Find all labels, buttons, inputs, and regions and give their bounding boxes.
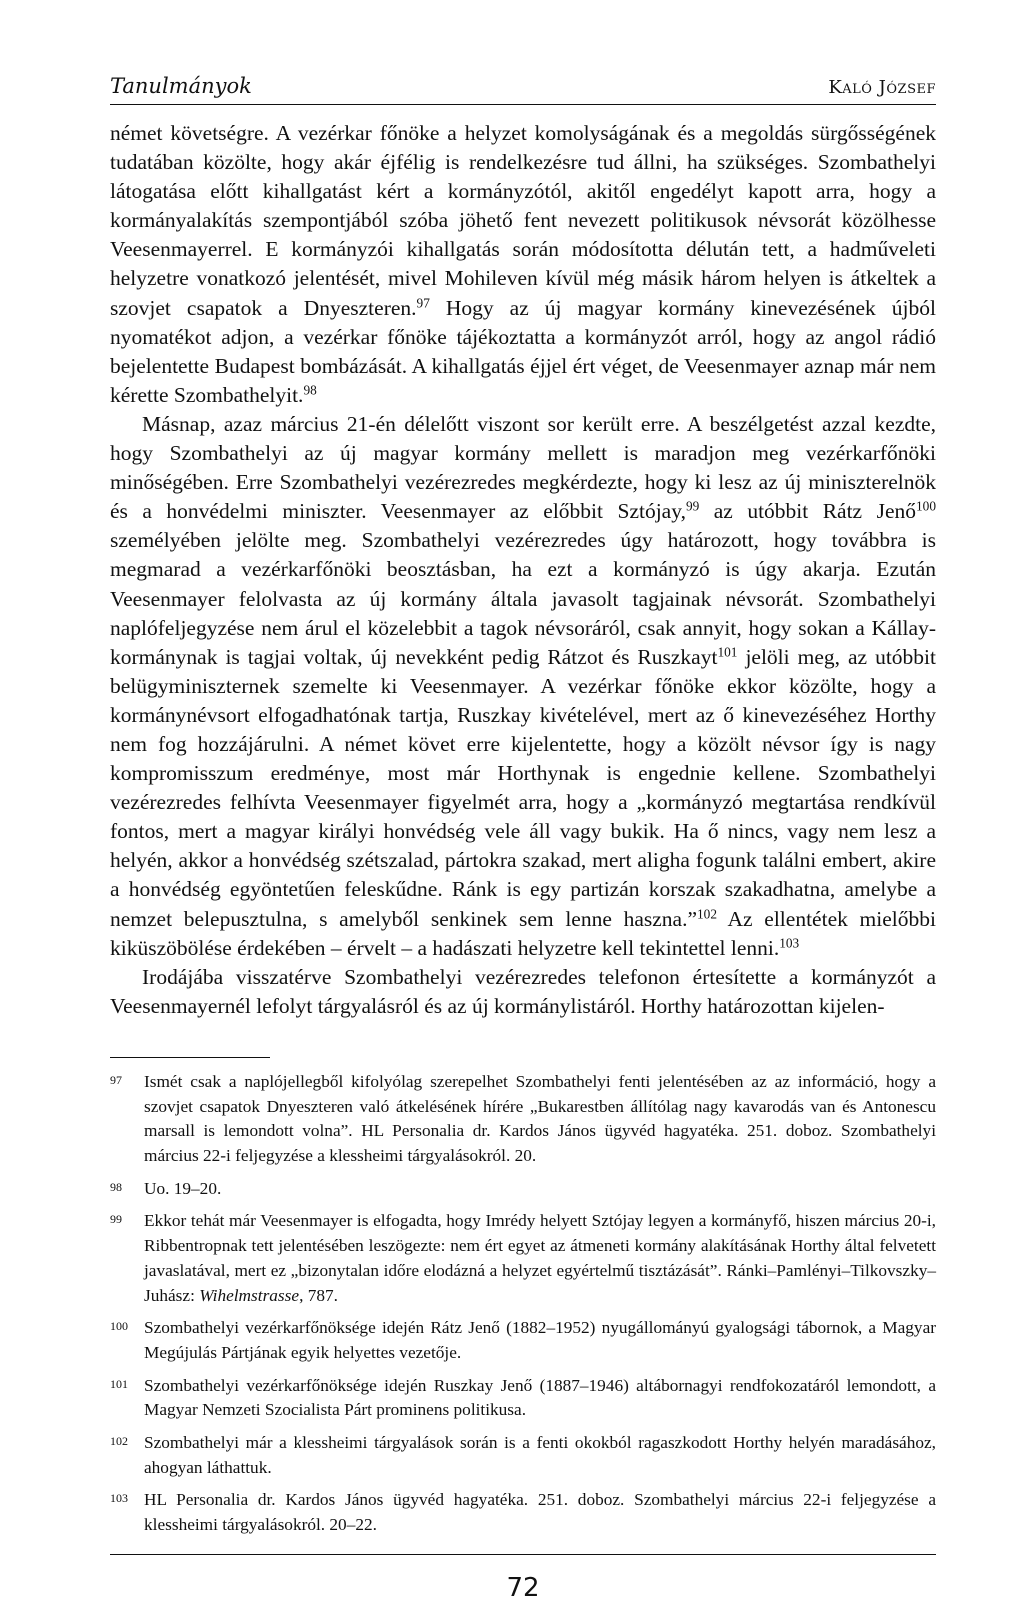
footnote-number: 103 (110, 1491, 128, 1506)
paragraph (110, 119, 936, 410)
footnote-ref: 99 (685, 498, 700, 514)
footnote-text: Ekkor tehát már Veesenmayer is elfogadta, hogy Imrédy helyett Sztójay legyen a kormányfő, hiszen március 20-i, Ribbentropnak tett jelentésében leszögezte: nem ért egyet az átmeneti kormány alakításának Horthy által felvetett javaslatával, mert ez „bizonytalan időre elodázná a helyzet egyértelmű tisztázását”. Ránki–Pamlényi–Tilkovszky–Juhász: Wihelmstrasse, 787. (144, 1211, 936, 1305)
footnote (110, 1488, 936, 1537)
paragraph-text: Irodájába visszatérve Szombathelyi vezérezredes telefonon értesítette a kormányzót a Veesenmayernél lefolyt tárgyalásról és az új kormánylistáról. Horthy határozottan kijelen- (110, 964, 936, 1018)
author-name: Kaló József (828, 77, 936, 98)
footnote-number: 101 (110, 1376, 128, 1391)
footnote-ref: 102 (697, 906, 717, 922)
footnote-text: Ismét csak a naplójellegből kifolyólag szerepelhet Szombathelyi fenti jelentésében az az információ, hogy a szovjet csapatok Dnyeszteren való átkelésének hírére „Bukarestben állítólag nagy kavarodás van és Antonescu marsall is lemondott volna”. HL Personalia dr. Kardos János ügyvéd hagyatéka. 251. doboz. Szombathelyi március 22-i feljegyzése a klessheimi tárgyalásokról. 20. (144, 1071, 936, 1166)
section-title: Tanulmányok (110, 74, 252, 98)
footnote-number: 99 (110, 1212, 122, 1227)
paragraph-text: Hogy az új magyar kormány kinevezésének újból nyomatékot adjon, a vezérkar főnöke tájékoztatta a kormányzót arról, hogy az angol rádió bejelentette Budapest bombázását. A kihallgatás éjjel ért véget, de Veesenmayer aznap már nem kérette Szombathelyit. (110, 295, 936, 407)
book-page (110, 64, 936, 1603)
footnote (110, 1316, 936, 1365)
footnote-text: Uo. 19–20. (144, 1178, 222, 1198)
body-text (110, 119, 936, 1021)
bottom-divider (110, 1554, 936, 1555)
paragraph-text: Az ellentétek mielőbbi kiküszöbölése érdekében – érvelt – a hadászati helyzetre kell tekintettel lenni. (110, 906, 936, 960)
footnotes (110, 1070, 936, 1538)
footnote-number: 100 (110, 1319, 128, 1334)
footnote-text: Szombathelyi vezérkarfőnöksége idején Rátz Jenő (1882–1952) nyugállományú gyalogsági tábornok, a Magyar Megújulás Pártjának egyik helyettes vezetője. (144, 1318, 936, 1362)
footnote-ref: 103 (779, 935, 800, 951)
footnote-divider (110, 1057, 270, 1058)
paragraph-text: személyében jelölte meg. Szombathelyi vezérezredes úgy határozott, hogy továbbra is megmarad a vezérkarfőnöki beosztásban, ha ezt a kormányzó is úgy akarja. Ezután Veesenmayer felolvasta az új kormány általa javasolt tagjainak névsorát. Szombathelyi naplófeljegyzése nem árul el közelebbit a tagok névsoráról, csak annyit, hogy sokan a Kállay-kormánynak is tagjai voltak, új nevekként pedig Rátzot és Ruszkayt (110, 528, 936, 669)
footnote-ref: 101 (717, 644, 738, 660)
paragraph-text: Másnap, azaz március 21-én délelőtt viszont sor került erre. A beszélgetést azzal kezdte, hogy Szombathelyi az új magyar kormány mellett is maradjon meg vezérkarfőnöki minőségében. Erre Szombathelyi vezérezredes megkérdezte, hogy ki lesz az új miniszterelnök és a honvédelmi miniszter. Veesenmayer az előbbit Sztójay, (110, 411, 936, 524)
footnote (110, 1209, 936, 1308)
paragraph (110, 410, 936, 963)
paragraph-text: jelöli meg, az utóbbit belügyminiszternek szemelte ki Veesenmayer. A vezérkar főnöke ekkor közölte, hogy a kormánynévsort elfogadhatónak tartja, Ruszkay kivételével, mert az ő kinevezéséhez Horthy nem fog hozzájárulni. A német követ erre kijelentette, hogy a közölt névsor így is nagy kompromisszum eredménye, most már Horthynak is engednie kellene. Szombathelyi vezérezredes felhívta Veesenmayer figyelmét arra, hogy a „kormányzó megtartása rendkívül fontos, mert a magyar királyi honvédség vele áll vagy bukik. Ha ő nincs, vagy nem lesz a helyén, akkor a honvédség szétszalad, pártokra szakad, mert aligha fogunk találni embert, akire a honvédség egyöntetűen feleskűdne. Ránk is egy partizán korszak szakadhatna, amelybe a nemzet belepusztulna, s amelyből senkinek sem lenne haszna.” (110, 644, 936, 931)
footnote-text: HL Personalia dr. Kardos János ügyvéd hagyatéka. 251. doboz. Szombathelyi március 22-i feljegyzése a klessheimi tárgyalásokról. 20–22. (144, 1490, 936, 1535)
paragraph-text: az utóbbit Rátz Jenő (699, 499, 916, 524)
paragraph (110, 963, 936, 1021)
footnote-ref: 100 (916, 498, 936, 514)
footnote-text: Szombathelyi vezérkarfőnöksége idején Ruszkay Jenő (1887–1946) altábornagyi rendfokozatáról lemondott, a Magyar Nemzeti Szocialista Párt prominens politikusa. (144, 1375, 936, 1420)
footnote (110, 1070, 936, 1169)
footnote-ref: 98 (303, 382, 317, 398)
footnote-text: Szombathelyi már a klessheimi tárgyalások során is a fenti okokból ragaszkodott Horthy helyén maradásához, ahogyan láthattuk. (144, 1433, 936, 1477)
page-number: 72 (506, 1572, 540, 1603)
footnote-number: 102 (110, 1434, 128, 1449)
footnote-number: 97 (110, 1072, 122, 1087)
footnote (110, 1177, 936, 1202)
footnote (110, 1431, 936, 1480)
footnote-ref: 97 (416, 295, 430, 311)
paragraph-text: német követségre. A vezérkar főnöke a helyzet komolyságának és a megoldás sürgősségének tudatában közölte, hogy akár éjfélig is rendelkezésre tud állni, ha szükséges. Szombathelyi látogatása előtt kihallgatást kért a kormányzótól, akitől engedélyt kapott arra, hogy a kormányalakítás szempontjából szóba jöhető fent nevezett politikusok névsorát közölhesse Veesenmayerrel. E kormányzói kihallgatás során módosította délután tett, a hadműveleti helyzetre vonatkozó jelentését, mivel Mohileven kívül még másik három helyen is átkeltek a szovjet csapatok a Dnyeszteren. (110, 121, 936, 320)
footnote (110, 1374, 936, 1423)
footnote-number: 98 (110, 1179, 122, 1194)
running-header (110, 64, 936, 105)
